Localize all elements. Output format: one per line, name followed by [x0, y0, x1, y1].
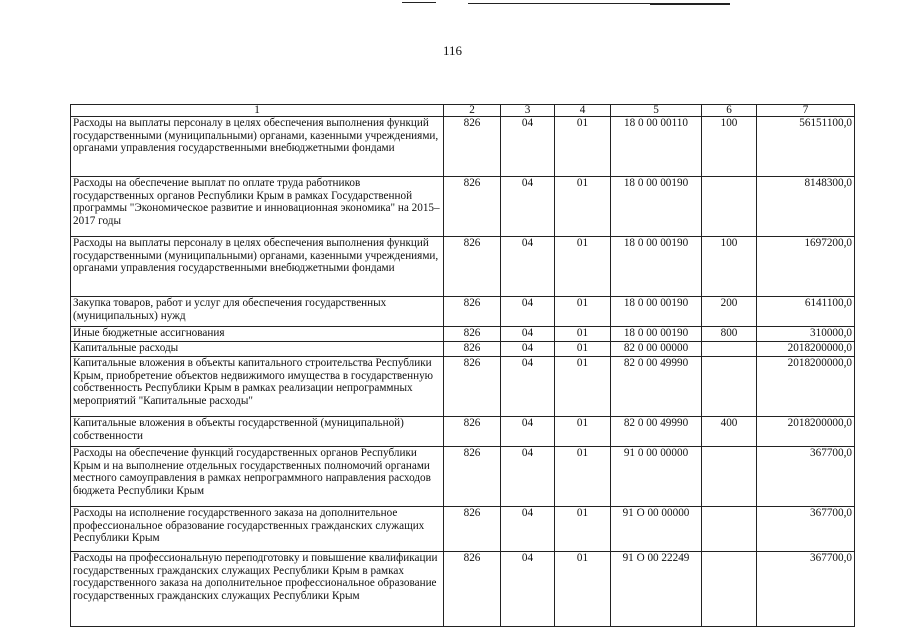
target-article-code: 18 0 00 00190	[611, 297, 702, 327]
expense-description: Расходы на обеспечение выплат по оплате труда работников государственных органов Республики Крым в рамках Государственной программы "Экономическое развитие и инновационная экономика" на 2015–2017 годы	[71, 177, 444, 237]
subsection-code: 01	[555, 342, 611, 357]
subsection-code: 01	[555, 327, 611, 342]
section-code: 04	[501, 447, 555, 507]
subsection-code: 01	[555, 507, 611, 552]
budget-table	[70, 104, 855, 627]
target-article-code: 91 0 00 00000	[611, 447, 702, 507]
expense-description: Расходы на выплаты персоналу в целях обеспечения выполнения функций государственными (муниципальными) органами, казенными учреждениями, органами управления государственными внебюджетными фондами	[71, 117, 444, 177]
column-header: 2	[444, 105, 501, 117]
section-code: 04	[501, 417, 555, 447]
scan-artifact-top-right-thick	[650, 3, 730, 5]
section-code: 04	[501, 117, 555, 177]
target-article-code: 91 О 00 22249	[611, 552, 702, 627]
amount: 2018200000,0	[757, 417, 855, 447]
amount: 6141100,0	[757, 297, 855, 327]
target-article-code: 18 0 00 00190	[611, 177, 702, 237]
expense-type-code	[702, 447, 757, 507]
table-row	[71, 177, 855, 237]
expense-description: Расходы на выплаты персоналу в целях обеспечения выполнения функций государственными (муниципальными) органами, казенными учреждениями, органами управления государственными внебюджетными фондами	[71, 237, 444, 297]
ministry-code: 826	[444, 297, 501, 327]
amount: 56151100,0	[757, 117, 855, 177]
expense-type-code	[702, 342, 757, 357]
target-article-code: 91 О 00 00000	[611, 507, 702, 552]
subsection-code: 01	[555, 297, 611, 327]
table-row	[71, 327, 855, 342]
target-article-code: 82 0 00 00000	[611, 342, 702, 357]
amount: 8148300,0	[757, 177, 855, 237]
ministry-code: 826	[444, 357, 501, 417]
expense-type-code	[702, 357, 757, 417]
amount: 2018200000,0	[757, 342, 855, 357]
ministry-code: 826	[444, 507, 501, 552]
subsection-code: 01	[555, 417, 611, 447]
expense-type-code: 800	[702, 327, 757, 342]
expense-description: Капитальные вложения в объекты капитального строительства Республики Крым, приобретение объектов недвижимого имущества в государственную собственность Республики Крым в рамках реализации непрограммных мероприятий "Капитальные расходы"	[71, 357, 444, 417]
column-header: 6	[702, 105, 757, 117]
ministry-code: 826	[444, 237, 501, 297]
expense-description: Расходы на исполнение государственного заказа на дополнительное профессиональное образование государственных гражданских служащих Республики Крым	[71, 507, 444, 552]
column-header: 7	[757, 105, 855, 117]
column-header: 4	[555, 105, 611, 117]
expense-description: Иные бюджетные ассигнования	[71, 327, 444, 342]
amount: 367700,0	[757, 552, 855, 627]
section-code: 04	[501, 327, 555, 342]
table-row	[71, 447, 855, 507]
expense-type-code: 100	[702, 117, 757, 177]
ministry-code: 826	[444, 552, 501, 627]
table-row	[71, 417, 855, 447]
table-row	[71, 237, 855, 297]
expense-type-code: 100	[702, 237, 757, 297]
subsection-code: 01	[555, 447, 611, 507]
amount: 310000,0	[757, 327, 855, 342]
column-header: 3	[501, 105, 555, 117]
expense-description: Закупка товаров, работ и услуг для обеспечения государственных (муниципальных) нужд	[71, 297, 444, 327]
ministry-code: 826	[444, 117, 501, 177]
subsection-code: 01	[555, 117, 611, 177]
column-header: 5	[611, 105, 702, 117]
subsection-code: 01	[555, 552, 611, 627]
page-number: 116	[442, 43, 463, 58]
ministry-code: 826	[444, 417, 501, 447]
scan-artifact-top-left	[402, 2, 436, 3]
expense-description: Расходы на обеспечение функций государственных органов Республики Крым и на выполнение отдельных государственных полномочий органами местного самоуправления в рамках непрограммного направления расходов бюджета Республики Крым	[71, 447, 444, 507]
section-code: 04	[501, 507, 555, 552]
ministry-code: 826	[444, 327, 501, 342]
amount: 367700,0	[757, 507, 855, 552]
table-row	[71, 357, 855, 417]
column-header: 1	[71, 105, 444, 117]
target-article-code: 18 0 00 00190	[611, 327, 702, 342]
expense-type-code	[702, 177, 757, 237]
table-row	[71, 507, 855, 552]
expense-description: Капитальные расходы	[71, 342, 444, 357]
ministry-code: 826	[444, 447, 501, 507]
expense-description: Капитальные вложения в объекты государственной (муниципальной) собственности	[71, 417, 444, 447]
subsection-code: 01	[555, 177, 611, 237]
expense-description: Расходы на профессиональную переподготовку и повышение квалификации государственных гражданских служащих Республики Крым в рамках государственного заказа на дополнительное профессиональное образование государственных гражданских служащих Республики Крым	[71, 552, 444, 627]
ministry-code: 826	[444, 342, 501, 357]
target-article-code: 18 0 00 00190	[611, 237, 702, 297]
table-row	[71, 342, 855, 357]
ministry-code: 826	[444, 177, 501, 237]
section-code: 04	[501, 357, 555, 417]
expense-type-code	[702, 507, 757, 552]
section-code: 04	[501, 177, 555, 237]
expense-type-code: 400	[702, 417, 757, 447]
target-article-code: 82 0 00 49990	[611, 417, 702, 447]
amount: 2018200000,0	[757, 357, 855, 417]
table-row	[71, 552, 855, 627]
target-article-code: 18 0 00 00110	[611, 117, 702, 177]
amount: 367700,0	[757, 447, 855, 507]
section-code: 04	[501, 237, 555, 297]
amount: 1697200,0	[757, 237, 855, 297]
section-code: 04	[501, 552, 555, 627]
subsection-code: 01	[555, 357, 611, 417]
expense-type-code: 200	[702, 297, 757, 327]
section-code: 04	[501, 297, 555, 327]
table-row	[71, 297, 855, 327]
column-number-row	[71, 105, 855, 117]
subsection-code: 01	[555, 237, 611, 297]
table-row	[71, 117, 855, 177]
target-article-code: 82 0 00 49990	[611, 357, 702, 417]
section-code: 04	[501, 342, 555, 357]
expense-type-code	[702, 552, 757, 627]
